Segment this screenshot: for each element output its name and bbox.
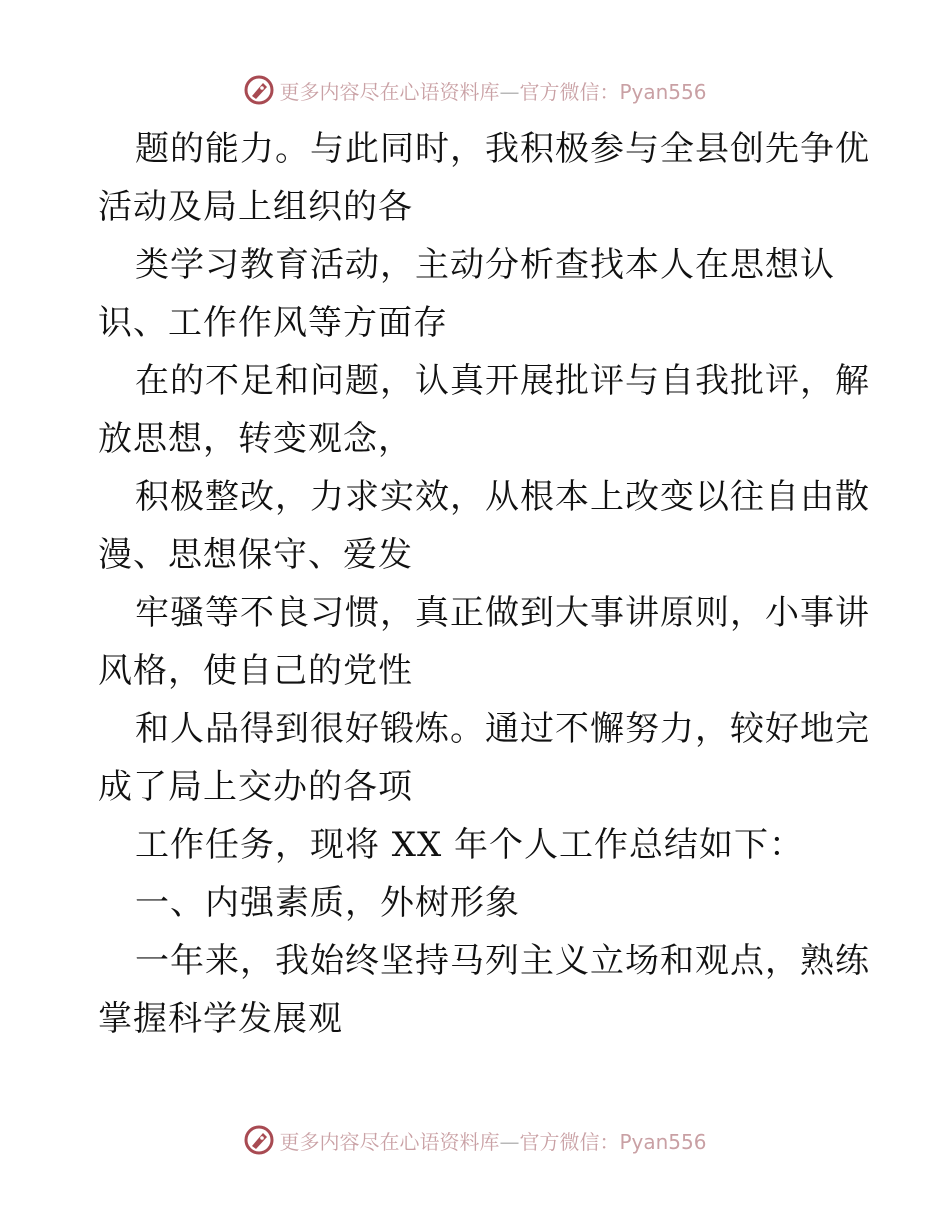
paragraph-line: 一年来，我始终坚持马列主义立场和观点，熟练	[135, 941, 870, 981]
paragraph-line: 掌握科学发展观	[98, 999, 343, 1039]
paragraph-line: 识、工作作风等方面存	[98, 303, 448, 343]
paragraph-line: 活动及局上组织的各	[98, 187, 413, 227]
paragraph-line: 在的不足和问题，认真开展批评与自我批评，解	[135, 361, 870, 401]
paragraph-line: 和人品得到很好锻炼。通过不懈努力，较好地完	[135, 709, 870, 749]
paragraph-line: 牢骚等不良习惯，真正做到大事讲原则，小事讲	[135, 593, 870, 633]
pen-nib-logo-icon	[243, 1124, 275, 1156]
header-watermark	[0, 72, 950, 108]
document-body	[98, 120, 870, 1048]
paragraph-line: 题的能力。与此同时，我积极参与全县创先争优	[135, 129, 870, 169]
pen-nib-logo-icon	[243, 74, 275, 106]
paragraph-line: 类学习教育活动，主动分析查找本人在思想认	[135, 245, 835, 285]
paragraph-line: 成了局上交办的各项	[98, 767, 413, 807]
paragraph-line: 工作任务，现将 XX 年个人工作总结如下：	[135, 825, 805, 865]
paragraph-line: 风格，使自己的党性	[98, 651, 413, 691]
paragraph-line: 漫、思想保守、爱发	[98, 535, 413, 575]
watermark-text: 更多内容尽在心语资料库—官方微信：Pyan556	[279, 79, 707, 104]
watermark-text: 更多内容尽在心语资料库—官方微信：Pyan556	[279, 1129, 707, 1154]
paragraph-line: 放思想，转变观念，	[98, 419, 413, 459]
section-heading: 一、内强素质，外树形象	[135, 883, 520, 923]
footer-watermark	[0, 1122, 950, 1158]
paragraph-line: 积极整改，力求实效，从根本上改变以往自由散	[135, 477, 870, 517]
